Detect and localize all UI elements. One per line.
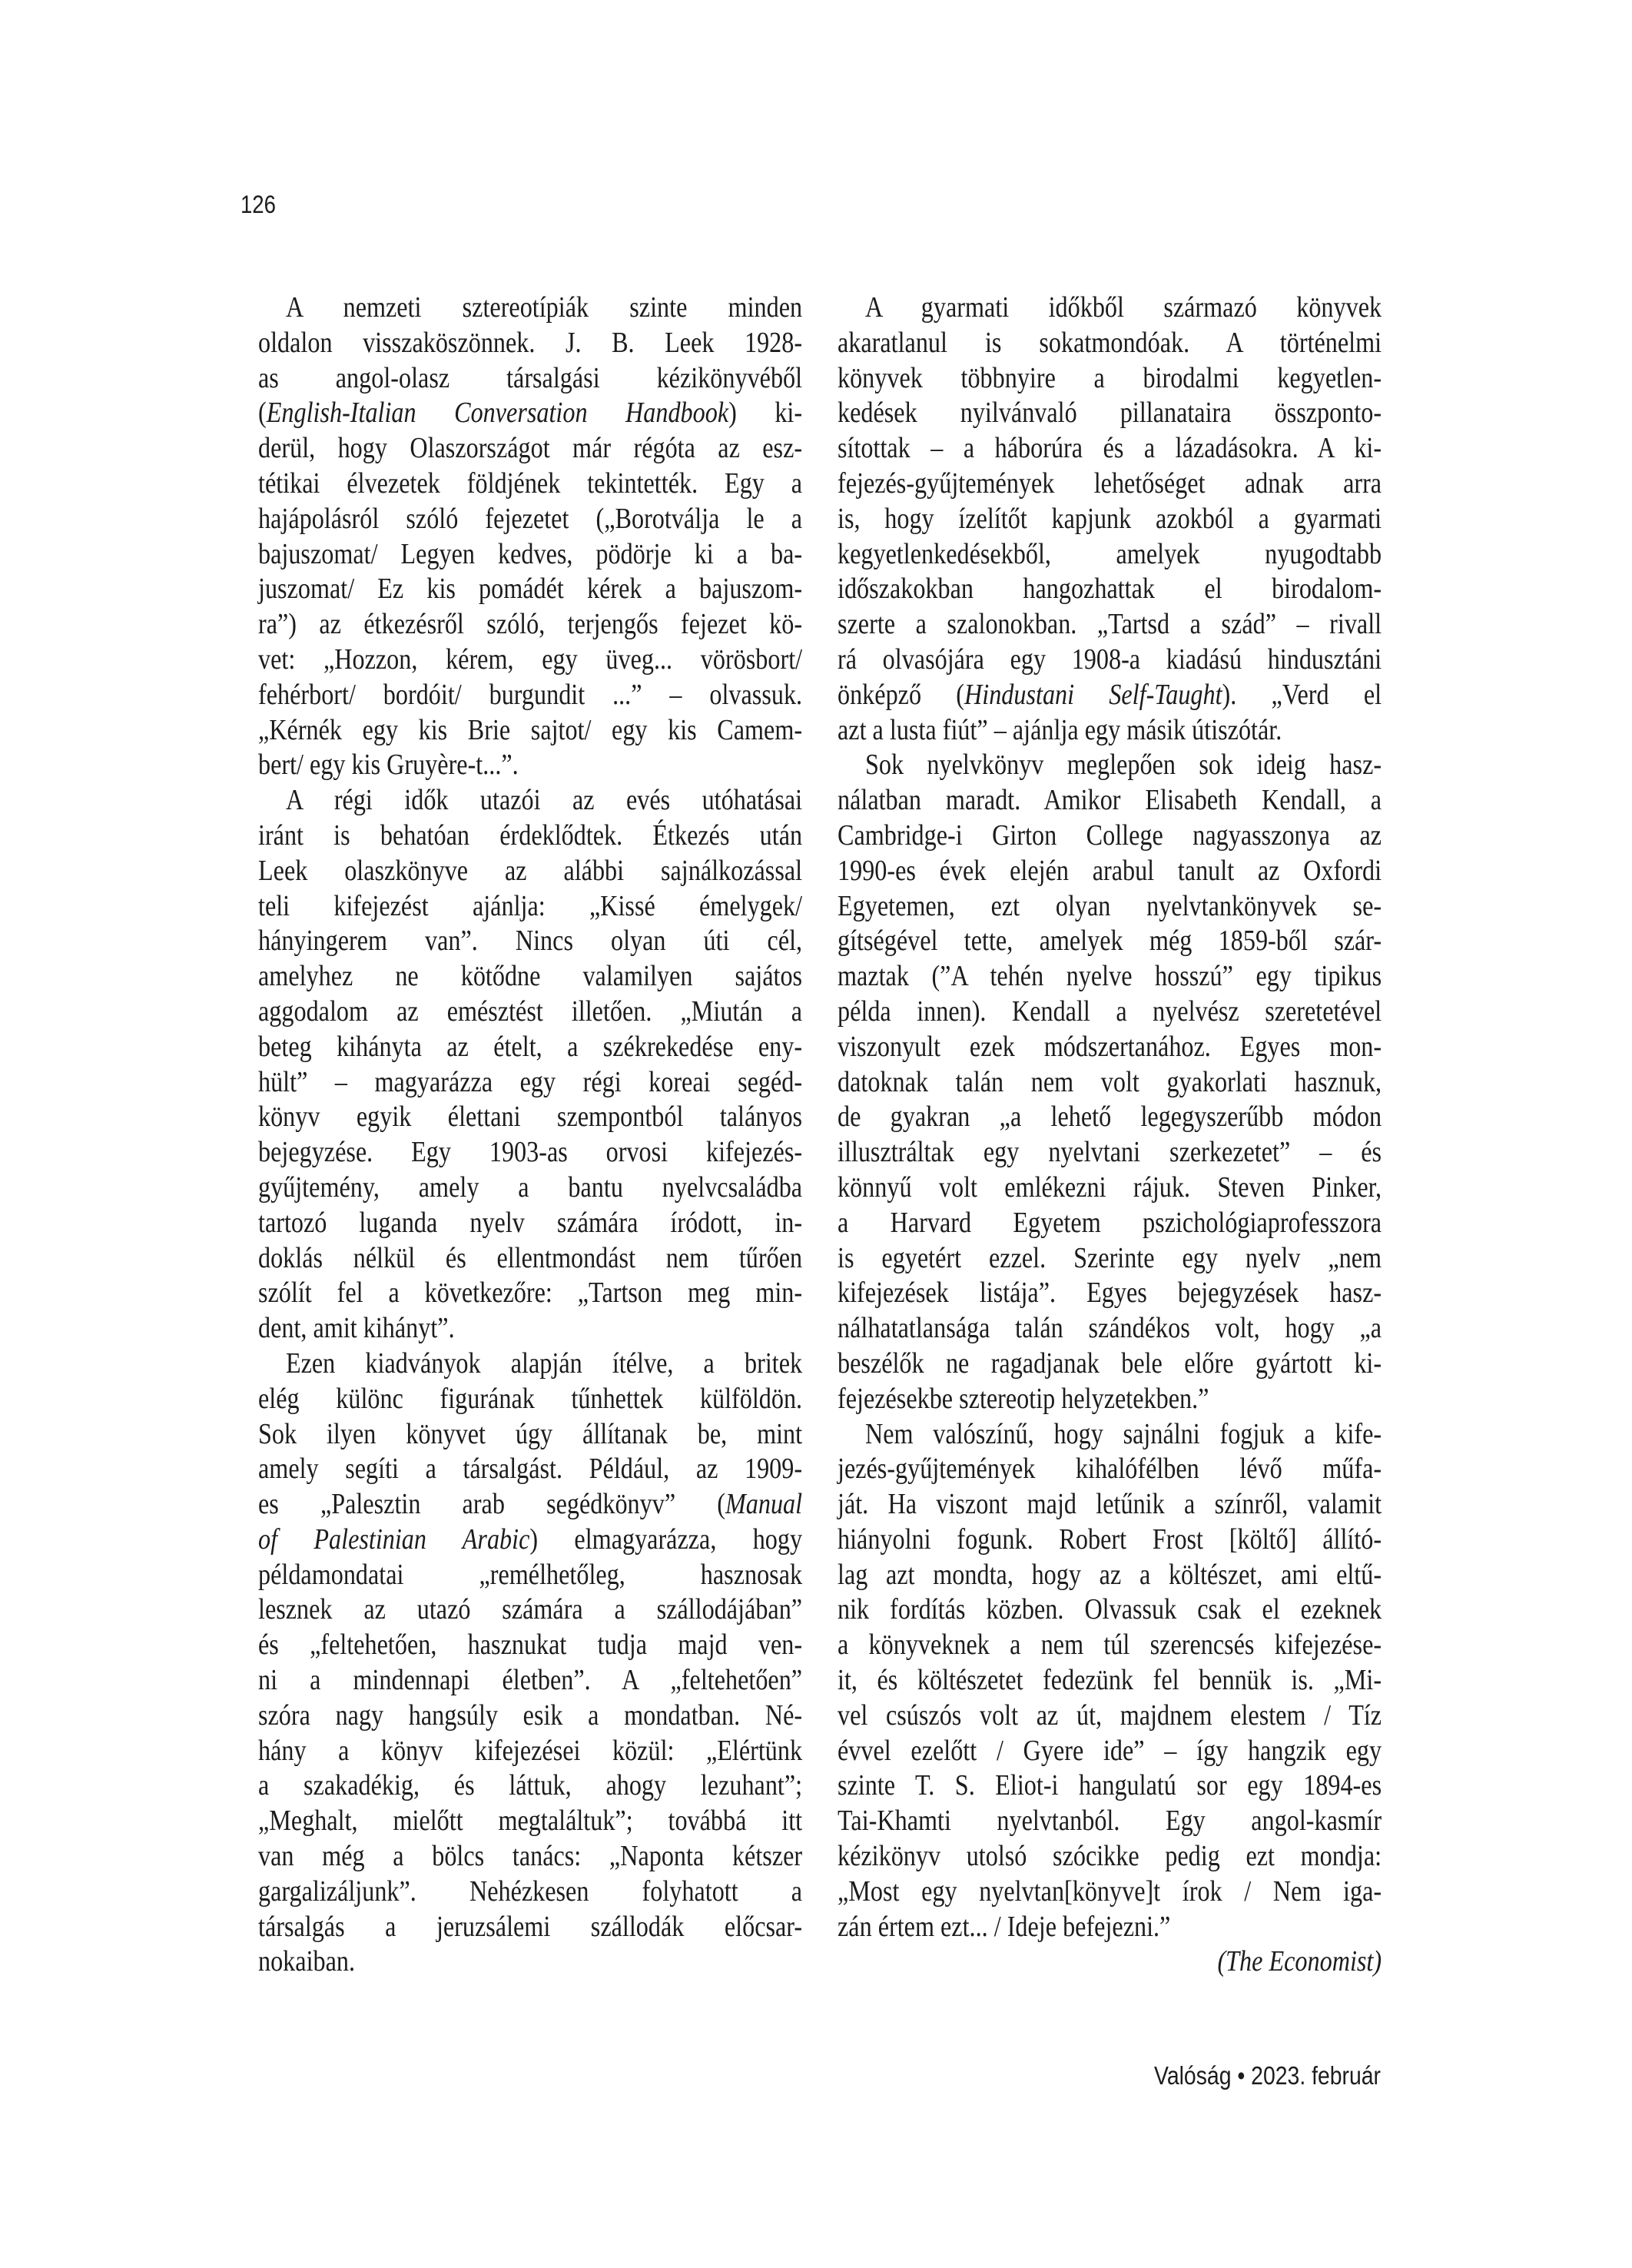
- text-line: (English-Italian Conversation Handbook) ki-: [258, 397, 803, 430]
- text-line: datoknak talán nem volt gyakorlati hasznuk,: [838, 1065, 1382, 1098]
- text-line: Cambridge-i Girton College nagyasszonya az: [838, 819, 1382, 852]
- paragraph: [258, 1347, 802, 1980]
- text-line: maztak (”A tehén nyelve hosszú” egy tipikus: [838, 960, 1382, 993]
- text-line: gítségével tette, amelyek még 1859-ből szár-: [838, 925, 1382, 958]
- text-line: as angol-olasz társalgási kézikönyvéből: [258, 361, 803, 394]
- text-line: vel csúszós volt az út, majdnem elestem / Tíz: [838, 1699, 1382, 1732]
- text-line: Ezen kiadványok alapján ítélve, a britek: [285, 1347, 803, 1380]
- running-footer: Valóság • 2023. február: [1154, 2061, 1381, 2090]
- text-line: rá olvasójára egy 1908-a kiadású hindusztáni: [838, 643, 1382, 676]
- text-line: tétikai élvezetek földjének tekintették. Egy a: [258, 467, 803, 500]
- text-line: szerte a szalonokban. „Tartsd a szád” – rivall: [838, 608, 1382, 641]
- text-line: Tai-Khamti nyelvtanból. Egy angol-kasmír: [838, 1805, 1382, 1838]
- text-line: nik fordítás közben. Olvassuk csak el ezeknek: [838, 1593, 1382, 1626]
- text-line: példamondatai „remélhetőleg, hasznosak: [258, 1558, 803, 1591]
- text-line: „Most egy nyelvtan[könyve]t írok / Nem iga-: [838, 1875, 1382, 1908]
- text-line: szóra nagy hangsúly esik a mondatban. Né-: [258, 1699, 803, 1732]
- text-line: is, hogy ízelítőt kapjunk azokból a gyarmati: [838, 502, 1382, 535]
- text-line: társalgás a jeruzsálemi szállodák előcsar-: [258, 1910, 803, 1943]
- text-line: is egyetért ezzel. Szerinte egy nyelv „nem: [838, 1241, 1382, 1274]
- paragraph: [258, 783, 802, 1347]
- text-line: könnyű volt emlékezni rájuk. Steven Pinker,: [838, 1171, 1382, 1204]
- text-line: Sok nyelvkönyv meglepően sok ideig hasz-: [864, 749, 1382, 782]
- text-line: hült” – magyarázza egy régi koreai segéd-: [258, 1065, 803, 1098]
- text-line: lag azt mondta, hogy az a költészet, ami eltű-: [838, 1558, 1382, 1591]
- paragraph: [258, 291, 802, 783]
- text-line: szólít fel a következőre: „Tartson meg min-: [258, 1277, 803, 1310]
- text-line: kegyetlenkedésekből, amelyek nyugodtabb: [838, 537, 1382, 570]
- text-line: nokaiban.: [258, 1945, 356, 1978]
- text-line: Nem valószínű, hogy sajnálni fogjuk a kife-: [864, 1417, 1382, 1450]
- text-line: tartozó luganda nyelv számára íródott, in-: [258, 1206, 803, 1239]
- text-line: nálatban maradt. Amikor Elisabeth Kendall, a: [838, 784, 1382, 817]
- text-line: derül, hogy Olaszországot már régóta az esz-: [258, 432, 803, 465]
- text-line: évvel ezelőtt / Gyere ide” – így hangzik egy: [838, 1734, 1382, 1767]
- text-line: önképző (Hindustani Self-Taught). „Verd el: [838, 678, 1382, 711]
- text-line: doklás nélkül és ellentmondást nem tűrően: [258, 1241, 803, 1274]
- text-line: van még a bölcs tanács: „Naponta kétszer: [258, 1840, 803, 1873]
- paragraph: [838, 748, 1382, 1416]
- text-line: de gyakran „a lehető legegyszerűbb módon: [838, 1101, 1382, 1134]
- text-line: a könyveknek a nem túl szerencsés kifejezése-: [838, 1629, 1382, 1662]
- text-line: A nemzeti sztereotípiák szinte minden: [285, 291, 803, 324]
- text-line: a szakadékig, és láttuk, ahogy lezuhant”;: [258, 1769, 803, 1802]
- text-line: ját. Ha viszont majd letűnik a színről, valamit: [838, 1488, 1382, 1521]
- text-line: teli kifejezést ajánlja: „Kissé émelygek/: [258, 889, 803, 922]
- text-line: gargalizáljunk”. Nehézkesen folyhatott a: [258, 1875, 803, 1908]
- text-line: lesznek az utazó számára a szállodájában”: [258, 1593, 803, 1626]
- text-line: nálhatatlansága talán szándékos volt, hogy „a: [838, 1312, 1382, 1345]
- text-line: bert/ egy kis Gruyère-t...”.: [258, 749, 519, 782]
- text-line: A régi idők utazói az evés utóhatásai: [285, 784, 803, 817]
- text-line: amelyhez ne kötődne valamilyen sajátos: [258, 960, 803, 993]
- text-line: hányingerem van”. Nincs olyan úti cél,: [258, 925, 803, 958]
- text-line: kifejezések listája”. Egyes bejegyzések hasz-: [838, 1277, 1382, 1310]
- text-line: gyűjtemény, amely a bantu nyelvcsaládba: [258, 1171, 803, 1204]
- text-line: akaratlanul is sokatmondóak. A történelmi: [838, 326, 1382, 359]
- text-line: ni a mindennapi életben”. A „feltehetően”: [258, 1664, 803, 1697]
- text-line: időszakokban hangozhattak el birodalom-: [838, 573, 1382, 606]
- text-line: „Meghalt, mielőtt megtaláltuk”; továbbá itt: [258, 1805, 803, 1838]
- paragraph: [838, 1417, 1382, 1945]
- text-line: Sok ilyen könyvet úgy állítanak be, mint: [258, 1417, 803, 1450]
- text-line: oldalon visszaköszönnek. J. B. Leek 1928-: [258, 326, 803, 359]
- text-line: viszonyult ezek módszertanához. Egyes mon-: [838, 1030, 1382, 1063]
- page-number: 126: [240, 191, 276, 218]
- text-line: beteg kihányta az ételt, a székrekedése eny-: [258, 1030, 803, 1063]
- text-line: hiányolni fogunk. Robert Frost [költő] állító-: [838, 1523, 1382, 1556]
- text-line: hajápolásról szóló fejezetet („Borotválja le a: [258, 502, 803, 535]
- paragraph: [838, 291, 1382, 748]
- text-line: jezés-gyűjtemények kihalófélben lévő műfa-: [838, 1453, 1382, 1486]
- text-line: a Harvard Egyetem pszichológiaprofesszora: [838, 1206, 1382, 1239]
- text-line: fejezésekbe sztereotip helyzetekben.”: [838, 1382, 1209, 1415]
- text-line: dent, amit kihányt”.: [258, 1312, 455, 1345]
- text-line: aggodalom az emésztést illetően. „Miután a: [258, 995, 803, 1028]
- text-line: bejegyzése. Egy 1903-as orvosi kifejezés-: [258, 1136, 803, 1169]
- text-line: iránt is behatóan érdeklődtek. Étkezés után: [258, 819, 803, 852]
- text-line: zán értem ezt... / Ideje befejezni.”: [838, 1910, 1171, 1943]
- text-line: amely segíti a társalgást. Például, az 1909-: [258, 1453, 803, 1486]
- source-attribution: (The Economist): [1217, 1945, 1382, 1978]
- text-line: illusztráltak egy nyelvtani szerkezetet” – és: [838, 1136, 1382, 1169]
- text-line: példa innen). Kendall a nyelvész szeretetével: [838, 995, 1382, 1028]
- text-line: Leek olaszkönyve az alábbi sajnálkozással: [258, 854, 803, 887]
- text-line: A gyarmati időkből származó könyvek: [864, 291, 1382, 324]
- text-line: és „feltehetően, hasznukat tudja majd ven-: [258, 1629, 803, 1662]
- text-line: 1990-es évek elején arabul tanult az Oxfordi: [838, 854, 1382, 887]
- text-line: ra”) az étkezésről szóló, terjengős fejezet kö-: [258, 608, 803, 641]
- text-line: vet: „Hozzon, kérem, egy üveg... vörösbort/: [258, 643, 803, 676]
- text-line: azt a lusta fiút” – ajánlja egy másik útiszótár.: [838, 713, 1282, 746]
- text-line: fehérbort/ bordóit/ burgundit ...” – olvassuk.: [258, 678, 803, 711]
- text-line: of Palestinian Arabic) elmagyarázza, hogy: [258, 1523, 803, 1556]
- article-column-left: [258, 291, 802, 1980]
- text-line: szinte T. S. Eliot-i hangulatú sor egy 1894-es: [838, 1769, 1382, 1802]
- text-line: sítottak – a háborúra és a lázadásokra. A ki-: [838, 432, 1382, 465]
- text-line: Egyetemen, ezt olyan nyelvtankönyvek se-: [838, 889, 1382, 922]
- text-line: hány a könyv kifejezései közül: „Elértünk: [258, 1734, 803, 1767]
- text-line: fejezés-gyűjtemények lehetőséget adnak arra: [838, 467, 1382, 500]
- text-line: es „Palesztin arab segédkönyv” (Manual: [258, 1488, 803, 1521]
- text-line: it, és költészetet fedezünk fel bennük is. „Mi-: [838, 1664, 1382, 1697]
- text-line: kedések nyilvánvaló pillanataira összponto-: [838, 397, 1382, 430]
- text-line: elég különc figurának tűnhettek külföldön.: [258, 1382, 803, 1415]
- text-line: kézikönyv utolsó szócikke pedig ezt mondja:: [838, 1840, 1382, 1873]
- text-line: bajuszomat/ Legyen kedves, pödörje ki a ba-: [258, 537, 803, 570]
- text-line: beszélők ne ragadjanak bele előre gyártott ki-: [838, 1347, 1382, 1380]
- text-line: könyvek többnyire a birodalmi kegyetlen-: [838, 361, 1382, 394]
- article-column-right: [838, 291, 1382, 1980]
- text-line: juszomat/ Ez kis pomádét kérek a bajuszom-: [258, 573, 803, 606]
- text-line: könyv egyik élettani szempontból talányos: [258, 1101, 803, 1134]
- text-line: „Kérnék egy kis Brie sajtot/ egy kis Camem-: [258, 713, 803, 746]
